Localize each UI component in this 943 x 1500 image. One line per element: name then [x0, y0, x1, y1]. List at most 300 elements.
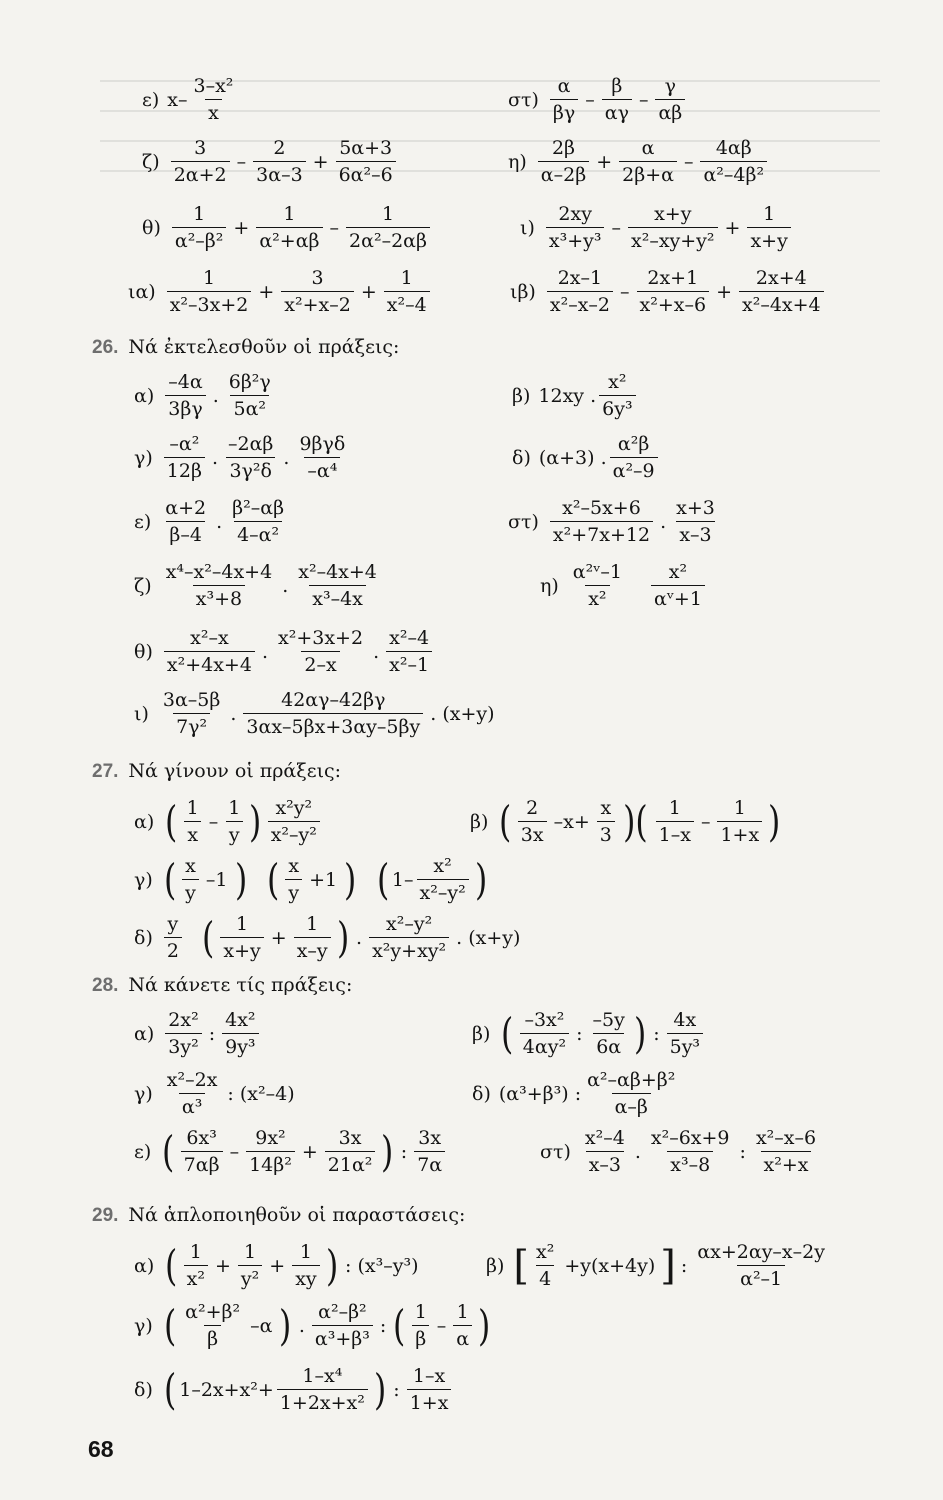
operator: . [212, 384, 219, 407]
fraction [243, 691, 423, 737]
item-label: ε) [134, 510, 152, 533]
denominator: αγ [602, 99, 632, 123]
fraction [336, 139, 396, 185]
denominator: 7αβ [181, 1151, 223, 1175]
exercise-28-heading: 28. Νά κάνετε τίς πράξεις: [92, 974, 353, 996]
fraction [550, 499, 653, 545]
item-label: στ) [540, 1140, 571, 1163]
ex25-st [508, 77, 688, 123]
denominator: α²–9 [610, 457, 658, 481]
fraction [171, 139, 230, 185]
fraction [281, 269, 354, 315]
denominator: α [453, 1325, 472, 1349]
fraction [165, 1011, 201, 1057]
operator: . [356, 926, 363, 949]
operator: . [282, 574, 289, 597]
fraction [518, 799, 547, 845]
fraction [164, 435, 205, 481]
item-label: ζ) [134, 574, 152, 597]
denominator: y [285, 879, 302, 903]
denominator: 4–α² [234, 521, 282, 545]
ex26-z [134, 563, 383, 609]
denominator: 3α–3 [253, 161, 306, 185]
numerator: 2x² [168, 1009, 199, 1031]
operator: + [596, 150, 613, 173]
numerator: 3 [311, 267, 324, 289]
fraction [190, 77, 236, 123]
numerator: x² [668, 561, 688, 583]
operator: + [258, 280, 275, 303]
operator: . [211, 446, 218, 469]
numerator: 1 [456, 1301, 469, 1323]
denominator: x³+8 [193, 585, 245, 609]
operator: + [214, 1254, 231, 1277]
fraction [739, 269, 824, 315]
operator: : [379, 1314, 387, 1337]
operator: +1 [309, 868, 338, 891]
bracket: ( [266, 855, 280, 904]
exercise-29-heading: 29. Νά ἁπλοποιηθοῦν οἱ παραστάσεις: [92, 1204, 466, 1226]
bracket: ( [202, 913, 215, 962]
denominator: x² [184, 1265, 208, 1289]
bracket: ) [768, 797, 781, 846]
denominator: α³ [179, 1093, 205, 1117]
numerator: x [185, 855, 196, 877]
ex26-a [134, 373, 277, 419]
numerator: α²β [617, 433, 650, 455]
fraction [275, 629, 366, 675]
item-label: η) [540, 574, 559, 597]
fraction [407, 1367, 452, 1413]
fraction [673, 499, 718, 545]
bracket: ( [165, 797, 178, 846]
numerator: α²ᵛ–1 [572, 561, 622, 583]
ex26-th [134, 629, 435, 675]
fraction [637, 269, 710, 315]
fraction [599, 373, 635, 419]
fraction [225, 799, 243, 845]
page-number: 68 [88, 1436, 114, 1462]
numerator: 1 [189, 1241, 202, 1263]
fraction [181, 1129, 223, 1175]
denominator: x²–y² [268, 821, 320, 845]
item-label: ι) [134, 702, 149, 725]
operator: –x+ [553, 810, 590, 833]
numerator: 9x² [255, 1127, 286, 1149]
fraction [369, 915, 449, 961]
numerator: x⁴–x²–4x+4 [165, 561, 273, 583]
fraction [292, 1243, 319, 1289]
ex25-e: ε) x– $\frac{\text{3–x²}}{x}$ [142, 77, 239, 123]
item-label: α) [134, 384, 155, 407]
item-label: γ) [134, 1082, 153, 1105]
denominator: x³–4x [309, 585, 366, 609]
denominator: y [226, 821, 243, 845]
bracket: ( [163, 1365, 177, 1414]
item-label: στ) [508, 510, 539, 533]
operator: : (x³–y³) [345, 1254, 419, 1277]
operator: – [229, 1140, 240, 1163]
operator: : [400, 1140, 408, 1163]
denominator: β [412, 1325, 429, 1349]
ex26-b: β) 12xy . $\frac{\text{x²}}{\text{6y³}}$ [512, 373, 639, 419]
numerator: 42αγ–42βγ [281, 689, 386, 711]
denominator: 12β [164, 457, 205, 481]
operator: – [620, 280, 630, 303]
fraction [747, 205, 790, 251]
denominator: 1+2x+x² [277, 1389, 368, 1413]
operator: : [680, 1254, 688, 1277]
numerator: 2x–1 [557, 267, 603, 289]
operator: . (x+y) [456, 926, 521, 949]
fraction [753, 1129, 819, 1175]
item-label: β) [472, 1022, 491, 1045]
denominator: x²–3x+2 [167, 291, 252, 315]
numerator: x²–4x+4 [298, 561, 377, 583]
bracket: ( [163, 1301, 177, 1350]
denominator: 3αx–5βx+3αy–5βy [243, 713, 423, 737]
bracket: ) [344, 855, 357, 904]
operator: – [638, 88, 649, 111]
numerator: x²–6x+9 [650, 1127, 730, 1149]
denominator: x–3 [676, 521, 714, 545]
operator: : [208, 1022, 216, 1045]
ex26-d: δ) (α+3) . $\frac{\text{α²β}}{\text{α²–9}}$ [512, 435, 661, 481]
fraction [414, 1129, 445, 1175]
numerator: αx+2αy–x–2y [697, 1241, 825, 1263]
denominator: α²+αβ [256, 227, 322, 251]
item-label: η) [508, 150, 527, 173]
fraction [285, 857, 302, 903]
operator: . [298, 1314, 305, 1337]
fraction [229, 499, 287, 545]
numerator: 1 [283, 203, 296, 225]
ex25-ia [128, 269, 433, 315]
denominator: xy [292, 1265, 319, 1289]
denominator: x–y [294, 937, 331, 961]
item-label: στ) [508, 88, 539, 111]
fraction [597, 799, 615, 845]
denominator: 1–x [656, 821, 694, 845]
numerator: 1 [299, 1241, 312, 1263]
denominator: x²–4x+4 [739, 291, 824, 315]
numerator: x [288, 855, 300, 877]
numerator: α²–αβ+β² [587, 1069, 676, 1091]
operator [189, 929, 195, 948]
fraction [550, 77, 578, 123]
numerator: 3α–5β [162, 689, 221, 711]
operator: + [270, 926, 287, 949]
fraction [700, 139, 767, 185]
denominator: α³+β³ [312, 1325, 373, 1349]
fraction [312, 1303, 373, 1349]
item-label: ι) [520, 216, 535, 239]
numerator: 9βγδ [299, 433, 346, 455]
item-label: δ) [512, 446, 531, 469]
fraction [538, 139, 589, 185]
denominator: x²–y² [417, 879, 469, 903]
numerator: 1 [236, 913, 249, 935]
numerator: x²y² [275, 797, 313, 819]
numerator: x²–x [190, 627, 229, 649]
numerator: 3x [338, 1127, 362, 1149]
denominator: 5y³ [667, 1033, 703, 1057]
denominator: x³+y³ [546, 227, 605, 251]
fraction [655, 77, 685, 123]
item-label: γ) [134, 446, 153, 469]
numerator: 1–x [412, 1365, 446, 1387]
denominator: β [204, 1325, 221, 1349]
numerator: β²–αβ [232, 497, 285, 519]
ex25-i [520, 205, 794, 251]
denominator: x²y+xy² [369, 937, 449, 961]
fraction [533, 1243, 557, 1289]
numerator: 2xy [558, 203, 592, 225]
numerator: x²–x–6 [755, 1127, 817, 1149]
numerator: 4x² [225, 1009, 256, 1031]
denominator: x²–1 [386, 651, 432, 675]
fraction [417, 857, 469, 903]
numerator: x² [608, 371, 627, 393]
operator: – [236, 150, 247, 173]
numerator: 1 [668, 797, 681, 819]
fraction [648, 1129, 733, 1175]
fraction [226, 373, 274, 419]
numerator: 1 [733, 797, 746, 819]
denominator: 1+x [717, 821, 762, 845]
denominator: 2α²–2αβ [346, 227, 430, 251]
ex29-a [134, 1243, 422, 1289]
item-label: β) [486, 1254, 505, 1277]
denominator: 2β+α [619, 161, 677, 185]
numerator: α+2 [165, 497, 207, 519]
item-label: δ) [134, 926, 153, 949]
numerator: 3 [194, 137, 207, 159]
item-label: ιβ) [510, 280, 536, 303]
numerator: α²–β² [318, 1301, 367, 1323]
denominator: 3βγ [165, 395, 205, 419]
denominator: 4αy² [520, 1033, 569, 1057]
numerator: x²–y² [386, 913, 433, 935]
operator: – [683, 150, 694, 173]
numerator: –2αβ [228, 433, 274, 455]
fraction [220, 915, 263, 961]
operator: + [312, 150, 329, 173]
item-label: ια) [128, 280, 156, 303]
denominator: 2α+2 [171, 161, 230, 185]
numerator: 4αβ [715, 137, 752, 159]
item-label: θ) [142, 216, 161, 239]
fraction [619, 139, 677, 185]
numerator: 1 [244, 1241, 257, 1263]
fraction [225, 435, 276, 481]
numerator: β [611, 75, 623, 97]
bracket: ] [660, 1243, 676, 1289]
operator: + [360, 280, 377, 303]
ex26-g [134, 435, 351, 481]
denominator: αβ [655, 99, 685, 123]
fraction [256, 205, 322, 251]
fraction [163, 563, 275, 609]
bracket: ) [474, 855, 488, 904]
fraction [182, 857, 199, 903]
numerator: 1 [202, 267, 216, 289]
numerator: x²–2x [166, 1069, 218, 1091]
fraction [570, 563, 625, 609]
fraction [386, 629, 432, 675]
operator: – [329, 216, 340, 239]
denominator: x²+7x+12 [550, 521, 653, 545]
item-label: β) [512, 384, 531, 407]
denominator: x–3 [586, 1151, 624, 1175]
fraction [384, 269, 430, 315]
fraction [546, 205, 605, 251]
fraction [160, 691, 224, 737]
operator: + [716, 280, 732, 303]
denominator: x+y [220, 937, 263, 961]
bracket: ( [165, 1241, 178, 1290]
operator: –α [250, 1314, 273, 1337]
numerator: 2x+4 [755, 267, 807, 289]
bracket: [ [513, 1243, 530, 1289]
fraction [164, 1071, 221, 1117]
ex29-b [486, 1243, 831, 1289]
ex27-a [134, 799, 323, 845]
denominator: α²–β² [172, 227, 227, 251]
numerator: x²–4 [584, 1127, 625, 1149]
numerator: 1 [186, 797, 199, 819]
fraction [165, 373, 205, 419]
fraction [628, 205, 718, 251]
operator: – [436, 1314, 447, 1337]
fraction [184, 799, 202, 845]
fraction [277, 1367, 368, 1413]
ex29-g [134, 1303, 494, 1349]
fraction [651, 563, 705, 609]
bracket: ( [501, 1009, 514, 1058]
operator: : [653, 1022, 660, 1045]
bracket: ( [163, 855, 177, 904]
fraction [238, 1243, 262, 1289]
ex25-h [508, 139, 770, 185]
fraction [296, 435, 348, 481]
item-label: θ) [134, 640, 153, 663]
fraction [222, 1011, 258, 1057]
denominator: β–4 [166, 521, 205, 545]
operator: . [634, 1140, 641, 1163]
bracket: ) [249, 797, 262, 846]
fraction [582, 1129, 628, 1175]
fraction [547, 269, 613, 315]
denominator: α²–1 [737, 1265, 785, 1289]
fraction [295, 563, 380, 609]
fraction [717, 799, 762, 845]
operator: : [739, 1140, 746, 1163]
fraction [667, 1011, 703, 1057]
ex25-z [142, 139, 399, 185]
item-label: ε) [142, 88, 160, 111]
denominator: 9y³ [222, 1033, 258, 1057]
denominator: x [205, 99, 222, 123]
denominator: x² [585, 585, 609, 609]
denominator: 3 [597, 821, 615, 845]
fraction [167, 269, 252, 315]
ex28-st [540, 1129, 822, 1175]
operator: . [373, 640, 380, 663]
exercise-27-heading: 27. Νά γίνουν οἱ πράξεις: [92, 760, 342, 782]
exercise-26-heading: 26. Νά ἐκτελεσθοῦν οἱ πράξεις: [92, 336, 400, 358]
denominator: 5α² [230, 395, 269, 419]
operator: . [216, 510, 223, 533]
denominator: y [182, 879, 199, 903]
denominator: α²–4β² [700, 161, 767, 185]
ex27-b [470, 799, 784, 845]
bracket: ( [499, 797, 512, 846]
numerator: –5y [592, 1009, 625, 1031]
fraction [294, 915, 331, 961]
operator: – [585, 88, 595, 111]
ex25-th [142, 205, 433, 251]
bracket: ) [478, 1301, 491, 1350]
numerator: 6x³ [186, 1127, 217, 1149]
operator: – [611, 216, 621, 239]
fraction [253, 139, 306, 185]
item-label: γ) [134, 868, 153, 891]
denominator: x²+x–2 [281, 291, 354, 315]
denominator: 7γ² [173, 713, 210, 737]
fraction [184, 1243, 208, 1289]
numerator: 1 [228, 797, 241, 819]
numerator: –4α [168, 371, 203, 393]
denominator: 2 [164, 937, 182, 961]
bracket: ( [376, 855, 389, 904]
item-label: δ) [134, 1378, 153, 1401]
ex25-ib [510, 269, 827, 315]
operator [254, 871, 260, 890]
fraction [520, 1011, 569, 1057]
numerator: α [557, 75, 571, 97]
bracket: ) [325, 1241, 338, 1290]
denominator: 7α [414, 1151, 445, 1175]
denominator: βγ [550, 99, 578, 123]
fraction [164, 915, 182, 961]
denominator: 3x [518, 821, 547, 845]
operator: + [233, 216, 250, 239]
numerator: –3x² [524, 1009, 565, 1031]
bracket: ( [393, 1301, 406, 1350]
denominator: 6α [593, 1033, 624, 1057]
numerator: x+3 [676, 497, 715, 519]
ex26-e [134, 499, 290, 545]
bracket: ) [373, 1365, 387, 1414]
operator: + [301, 1140, 318, 1163]
bracket: )( [622, 797, 648, 846]
operator: – [700, 810, 711, 833]
numerator: 1 [193, 203, 206, 225]
fraction [346, 205, 430, 251]
numerator: γ [664, 75, 677, 97]
bracket: ) [336, 913, 349, 962]
ex28-g [134, 1071, 299, 1117]
ex26-h [540, 563, 708, 609]
ex29-d: δ) ( 1–2x+x²+ $\frac{\text{1–x⁴}}{\text{1+2x+x²}}$ ) : $\frac{1-x}{1+x}$ [134, 1367, 454, 1413]
item-label: β) [470, 810, 489, 833]
denominator: 21α² [325, 1151, 376, 1175]
numerator: 1 [381, 203, 395, 225]
fraction [453, 1303, 472, 1349]
denominator: x²+x [761, 1151, 812, 1175]
numerator: 2 [526, 797, 539, 819]
